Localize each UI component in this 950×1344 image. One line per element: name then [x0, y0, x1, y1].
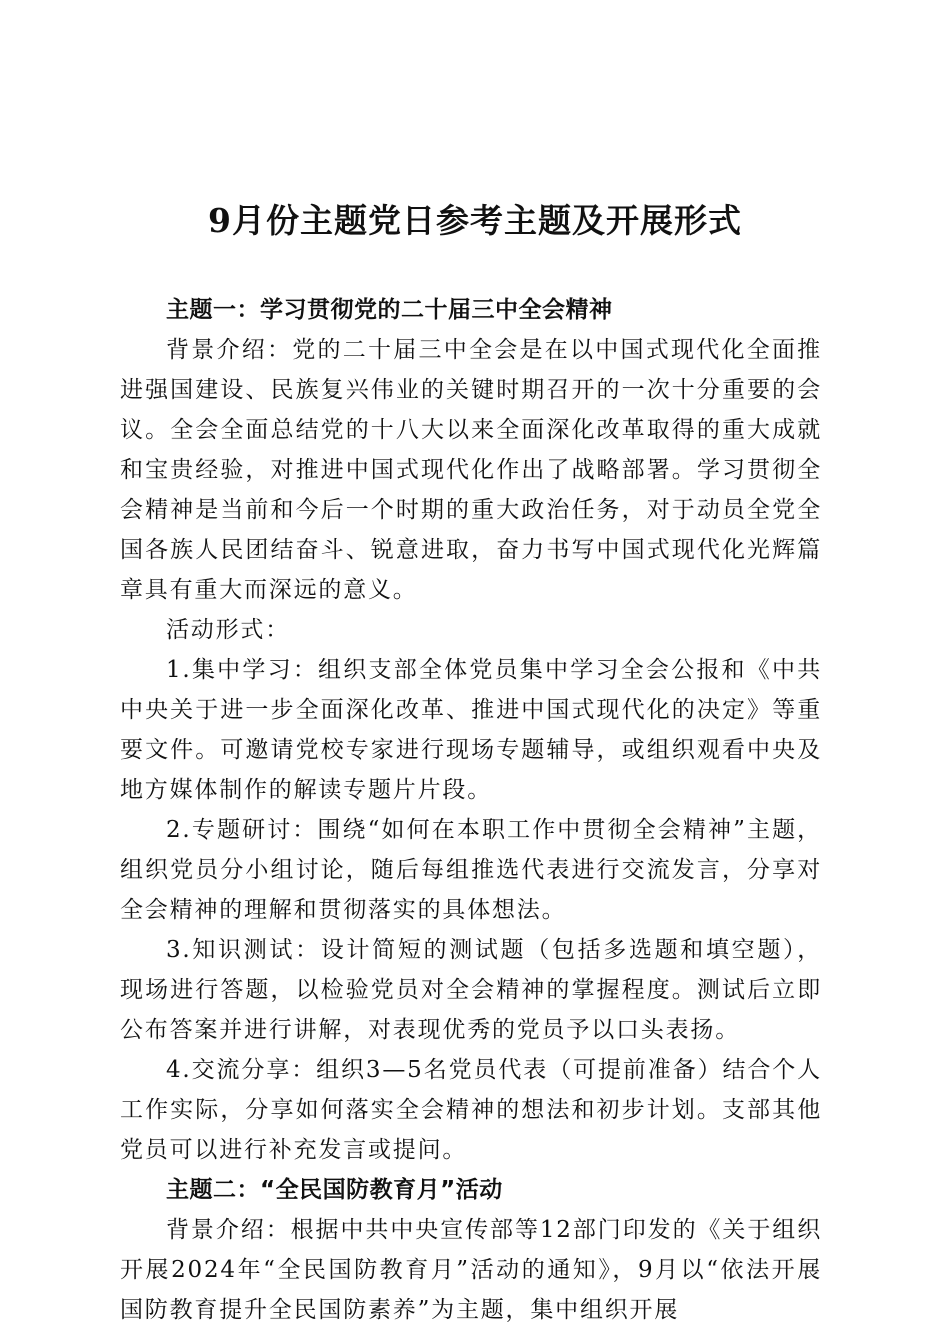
activity-item-3: 3.知识测试：设计简短的测试题（包括多选题和填空题），现场进行答题，以检验党员对全会精神的掌握程度。测试后立即公布答案并进行讲解，对表现优秀的党员予以口头表扬。: [120, 937, 822, 1043]
document-body: [120, 290, 822, 1330]
activity-item-2: 2.专题研讨：围绕“如何在本职工作中贯彻全会精神”主题，组织党员分小组讨论，随后每组推选代表进行交流发言，分享对全会精神的理解和贯彻落实的具体想法。: [120, 817, 822, 923]
activity-item-1: 1.集中学习：组织支部全体党员集中学习全会公报和《中共中央关于进一步全面深化改革、推进中国式现代化的决定》等重要文件。可邀请党校专家进行现场专题辅导，或组织观看中央及地方媒体制作的解读专题片片段。: [120, 657, 822, 803]
document-title: 9月份主题党日参考主题及开展形式: [208, 201, 742, 240]
section-background-1: 背景介绍：党的二十届三中全会是在以中国式现代化全面推进强国建设、民族复兴伟业的关键时期召开的一次十分重要的会议。全会全面总结党的十八大以来全面深化改革取得的重大成就和宝贵经验，对推进中国式现代化作出了战略部署。学习贯彻全会精神是当前和今后一个时期的重大政治任务，对于动员全党全国各族人民团结奋斗、锐意进取，奋力书写中国式现代化光辉篇章具有重大而深远的意义。: [120, 337, 822, 603]
section-heading-1: 主题一：学习贯彻党的二十届三中全会精神: [166, 297, 613, 323]
activities-label: 活动形式：: [166, 617, 290, 643]
section-heading-2: 主题二：“全民国防教育月”活动: [166, 1177, 503, 1203]
section-background-2: 背景介绍：根据中共中央宣传部等12部门印发的《关于组织开展2024年“全民国防教育月”活动的通知》，9月以“依法开展国防教育提升全民国防素养”为主题，集中组织开展: [120, 1217, 822, 1323]
activity-item-4: 4.交流分享：组织3—5名党员代表（可提前准备）结合个人工作实际，分享如何落实全会精神的想法和初步计划。支部其他党员可以进行补充发言或提问。: [120, 1057, 822, 1163]
